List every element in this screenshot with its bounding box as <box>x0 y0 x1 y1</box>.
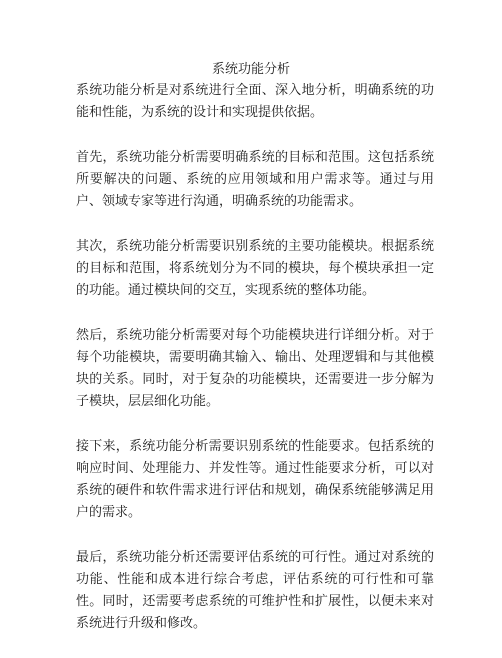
paragraph-second: 其次，系统功能分析需要识别系统的主要功能模块。根据系统的目标和范围，将系统划分为不同的模块，每个模块承担一定的功能。通过模块间的交互，实现系统的整体功能。 <box>76 239 434 298</box>
paragraph-next: 接下来，系统功能分析需要识别系统的性能要求。包括系统的响应时间、处理能力、并发性等。通过性能要求分析，可以对系统的硬件和软件需求进行评估和规划，确保系统能够满足用户的需求。 <box>76 439 434 520</box>
document-title: 系统功能分析 <box>211 62 290 77</box>
paragraph-finally: 最后，系统功能分析还需要评估系统的可行性。通过对系统的功能、性能和成本进行综合考虑，评估系统的可行性和可靠性。同时，还需要考虑系统的可维护性和扩展性，以便未来对系统进行升级和修改。 <box>76 550 434 631</box>
paragraph-first: 首先，系统功能分析需要明确系统的目标和范围。这包括系统所要解决的问题、系统的应用领域和用户需求等。通过与用户、领域专家等进行沟通，明确系统的功能需求。 <box>76 150 434 209</box>
paragraph-intro: 系统功能分析是对系统进行全面、深入地分析，明确系统的功能和性能，为系统的设计和实现提供依据。 <box>76 83 434 120</box>
paragraph-then: 然后，系统功能分析需要对每个功能模块进行详细分析。对于每个功能模块，需要明确其输入、输出、处理逻辑和与其他模块的关系。同时，对于复杂的功能模块，还需要进一步分解为子模块，层层细化功能。 <box>76 328 434 409</box>
document-body <box>76 80 434 658</box>
